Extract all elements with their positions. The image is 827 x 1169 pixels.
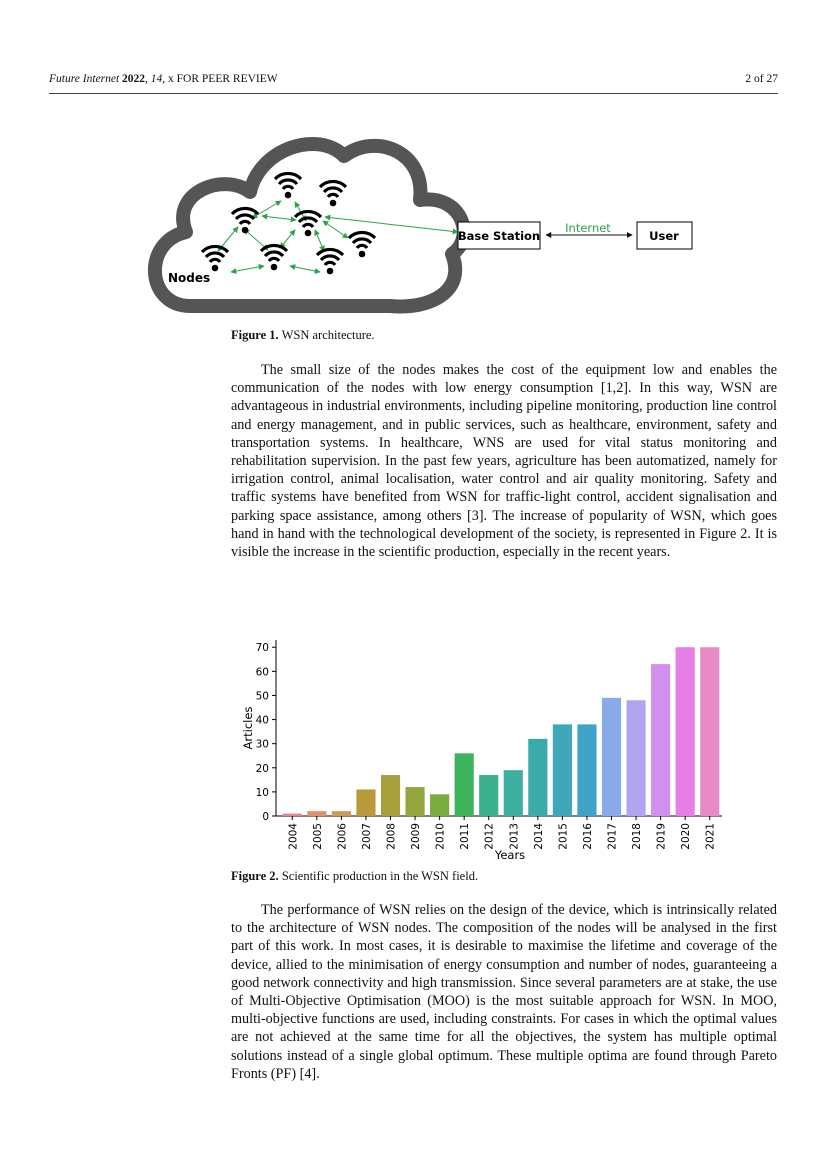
y-axis-label: Articles	[241, 706, 255, 750]
bar-2009	[405, 787, 424, 816]
x-tick-label: 2004	[287, 823, 300, 850]
bar-2021	[700, 647, 719, 816]
bar-2012	[479, 775, 498, 816]
bar-2011	[455, 753, 474, 816]
x-tick-label: 2007	[360, 823, 373, 850]
y-tick-label: 40	[255, 714, 269, 727]
x-tick-label: 2021	[704, 823, 717, 850]
scientific-production-chart	[238, 632, 728, 868]
body-paragraph-1: The small size of the nodes makes the cost of the equipment low and enables the communication of the nodes with low energy consumption [1,2]. In this way, WSN are advantageous in industrial environments, including pipeline monitoring, production line control and energy management, and in public services, such as healthcare, environment, safety and transportation systems. In healthcare, WNS are used for vital status monitoring and rehabilitation supervision. In the past few years, agriculture has been automatized, namely for irrigation control, animal localisation, water control and air quality monitoring. Safety and traffic systems have benefited from WSN for traffic-light control, accident signalisation and parking space assistance, among others [3]. The increase of popularity of WSN, which goes hand in hand with the technological development of the society, is represented in Figure 2. It is visible the increase in the scientific production, especially in the recent years.	[231, 362, 777, 561]
x-tick-label: 2020	[680, 823, 693, 850]
bar-2014	[528, 739, 547, 816]
bar-2004	[283, 814, 302, 816]
y-tick-label: 60	[255, 666, 269, 679]
x-tick-label: 2006	[336, 823, 349, 850]
x-axis-label: Years	[494, 848, 526, 862]
x-tick-label: 2011	[459, 823, 472, 850]
x-tick-label: 2015	[557, 823, 570, 850]
bar-2020	[676, 647, 695, 816]
x-tick-label: 2013	[508, 823, 521, 850]
x-tick-label: 2009	[410, 823, 423, 850]
base-station-label: Base Station	[457, 229, 541, 243]
bar-2006	[332, 811, 351, 816]
figure1-caption: Figure 1. WSN architecture.	[231, 328, 375, 342]
y-tick-label: 10	[255, 786, 269, 799]
y-tick-label: 70	[255, 642, 269, 655]
page-number: 2 of 27	[745, 73, 778, 85]
x-tick-label: 2017	[606, 823, 619, 850]
figure2-caption: Figure 2. Scientific production in the WSN field.	[231, 869, 479, 883]
bar-2018	[626, 700, 645, 816]
bar-2005	[307, 811, 326, 816]
bar-2019	[651, 664, 670, 816]
nodes-label: Nodes	[168, 271, 211, 285]
x-tick-label: 2016	[581, 823, 594, 850]
user-label: User	[649, 229, 679, 243]
journal-citation: Future Internet 2022, 14, x FOR PEER REVIEW	[49, 73, 278, 85]
x-tick-label: 2005	[311, 823, 324, 850]
wsn-architecture-figure	[140, 130, 700, 326]
x-tick-label: 2010	[434, 823, 447, 850]
x-tick-label: 2012	[483, 823, 496, 850]
bar-2017	[602, 698, 621, 816]
y-tick-label: 20	[255, 762, 269, 775]
x-tick-label: 2019	[655, 823, 668, 850]
x-tick-label: 2014	[532, 823, 545, 850]
internet-label: Internet	[565, 221, 611, 235]
bar-2007	[356, 789, 375, 816]
page-header	[49, 71, 778, 94]
bar-2016	[577, 724, 596, 816]
bar-2013	[504, 770, 523, 816]
body-paragraph-2: The performance of WSN relies on the design of the device, which is intrinsically related to the architecture of WSN nodes. The composition of the nodes will be analysed in the first part of this work. In most cases, it is desirable to maximise the lifetime and coverage of the device, allied to the minimisation of energy consumption and number of nodes, guaranteeing a good network connectivity and high transmission. Since several parameters are at stake, the use of Multi-Objective Optimisation (MOO) is the most suitable approach for WSN. In MOO, multi-objective functions are used, including constraints. For cases in which the optimal values are not achieved at the same time for all the objectives, the system has multiple optimal solutions instead of a single global optimum. These multiple optima are found through Pareto Fronts (PF) [4].	[231, 902, 777, 1082]
y-tick-label: 0	[262, 811, 269, 823]
bar-2008	[381, 775, 400, 816]
bar-2015	[553, 724, 572, 816]
x-tick-label: 2018	[631, 823, 644, 850]
y-tick-label: 30	[255, 738, 269, 751]
bar-2010	[430, 794, 449, 816]
y-tick-label: 50	[255, 690, 269, 703]
x-tick-label: 2008	[385, 823, 398, 850]
